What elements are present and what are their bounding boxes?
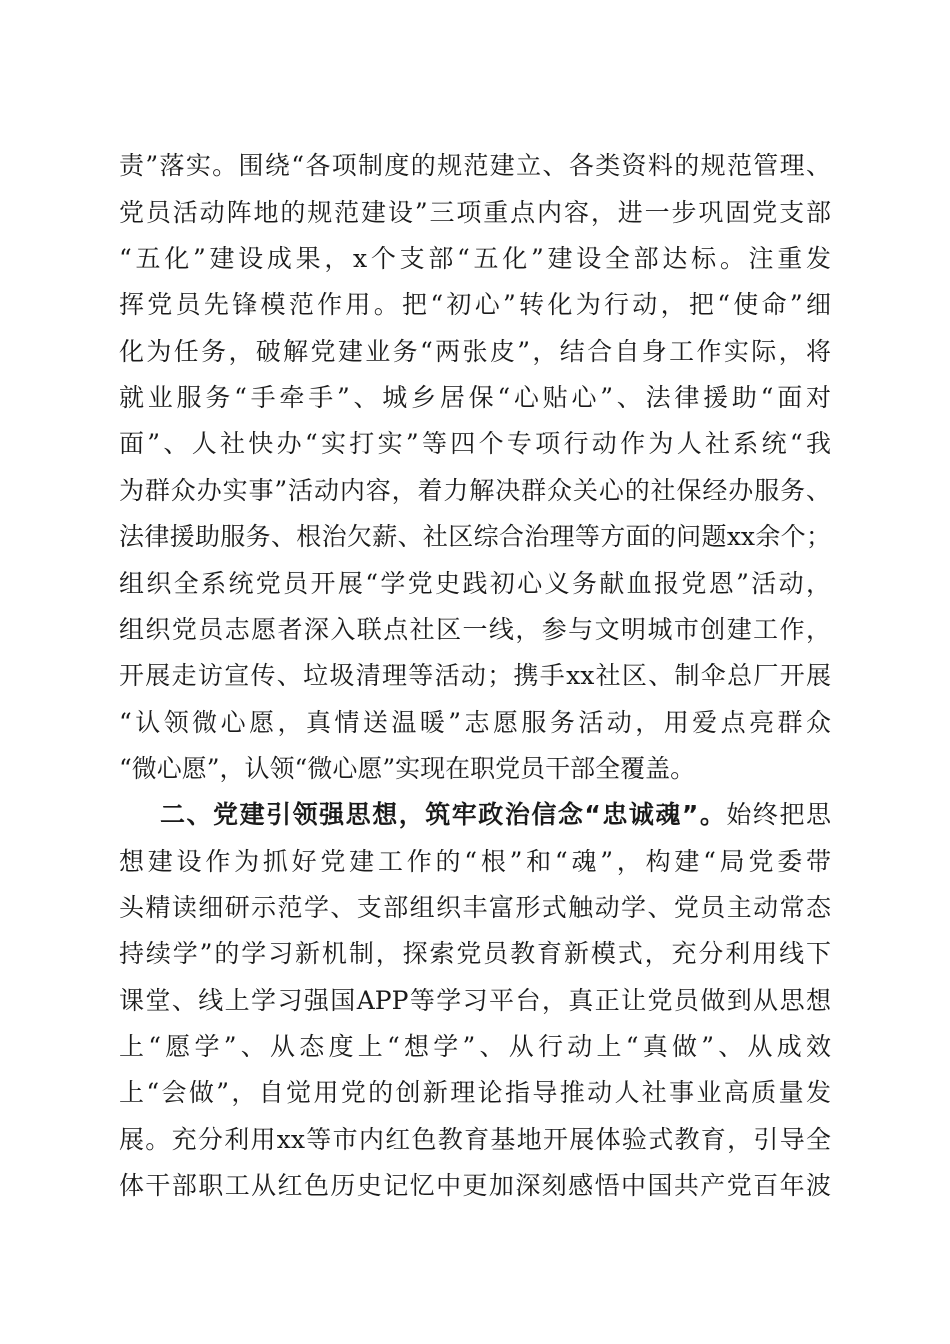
text-line: 就业服务“手牵手”、城乡居保“心贴心”、法律援助“面对 <box>119 383 831 412</box>
text-line: 体干部职工从红色历史记忆中更加深刻感悟中国共产党百年波 <box>119 1171 831 1200</box>
text-line: 为群众办实事”活动内容，着力解决群众关心的社保经办服务、 <box>119 476 831 505</box>
text-line: 想建设作为抓好党建工作的“根”和“魂”，构建“局党委带 <box>119 847 831 876</box>
text-line: 开展走访宣传、垃圾清理等活动；携手xx社区、制伞总厂开展 <box>119 661 831 690</box>
text-line: “微心愿”，认领“微心愿”实现在职党员干部全覆盖。 <box>119 754 696 783</box>
text-line: 组织全系统党员开展“学党史践初心义务献血报党恩”活动， <box>119 569 831 598</box>
text-line: 头精读细研示范学、支部组织丰富形式触动学、党员主动常态 <box>119 893 831 922</box>
section-heading: 二、党建引领强思想，筑牢政治信念“忠诚魂”。 <box>160 800 727 829</box>
text-line: 面”、人社快办“实打实”等四个专项行动作为人社系统“我 <box>119 429 831 458</box>
text-line <box>160 795 831 835</box>
text-line: 法律援助服务、根治欠薪、社区综合治理等方面的问题xx余个； <box>119 522 831 551</box>
text-line: 持续学”的学习新机制，探索党员教育新模式，充分利用线下 <box>119 939 831 968</box>
text-line: “认领微心愿，真情送温暖”志愿服务活动，用爱点亮群众 <box>119 708 831 737</box>
text-line: 化为任务，破解党建业务“两张皮”，结合自身工作实际，将 <box>119 337 831 366</box>
text-line: 上“愿学”、从态度上“想学”、从行动上“真做”、从成效 <box>119 1032 831 1061</box>
text-line: 展。充分利用xx等市内红色教育基地开展体验式教育，引导全 <box>119 1125 831 1154</box>
text-line: 党员活动阵地的规范建设”三项重点内容，进一步巩固党支部 <box>119 198 831 227</box>
text-line: 挥党员先锋模范作用。把“初心”转化为行动，把“使命”细 <box>119 290 831 319</box>
text-line: “五化”建设成果，x个支部“五化”建设全部达标。注重发 <box>119 244 831 273</box>
text-line: 组织党员志愿者深入联点社区一线，参与文明城市创建工作， <box>119 615 831 644</box>
text-line: 责”落实。围绕“各项制度的规范建立、各类资料的规范管理、 <box>119 151 831 180</box>
text-line: 上“会做”，自觉用党的创新理论指导推动人社事业高质量发 <box>119 1078 831 1107</box>
text-line: 课堂、线上学习强国APP等学习平台，真正让党员做到从思想 <box>119 986 831 1015</box>
text-span: 始终把思 <box>726 800 831 829</box>
